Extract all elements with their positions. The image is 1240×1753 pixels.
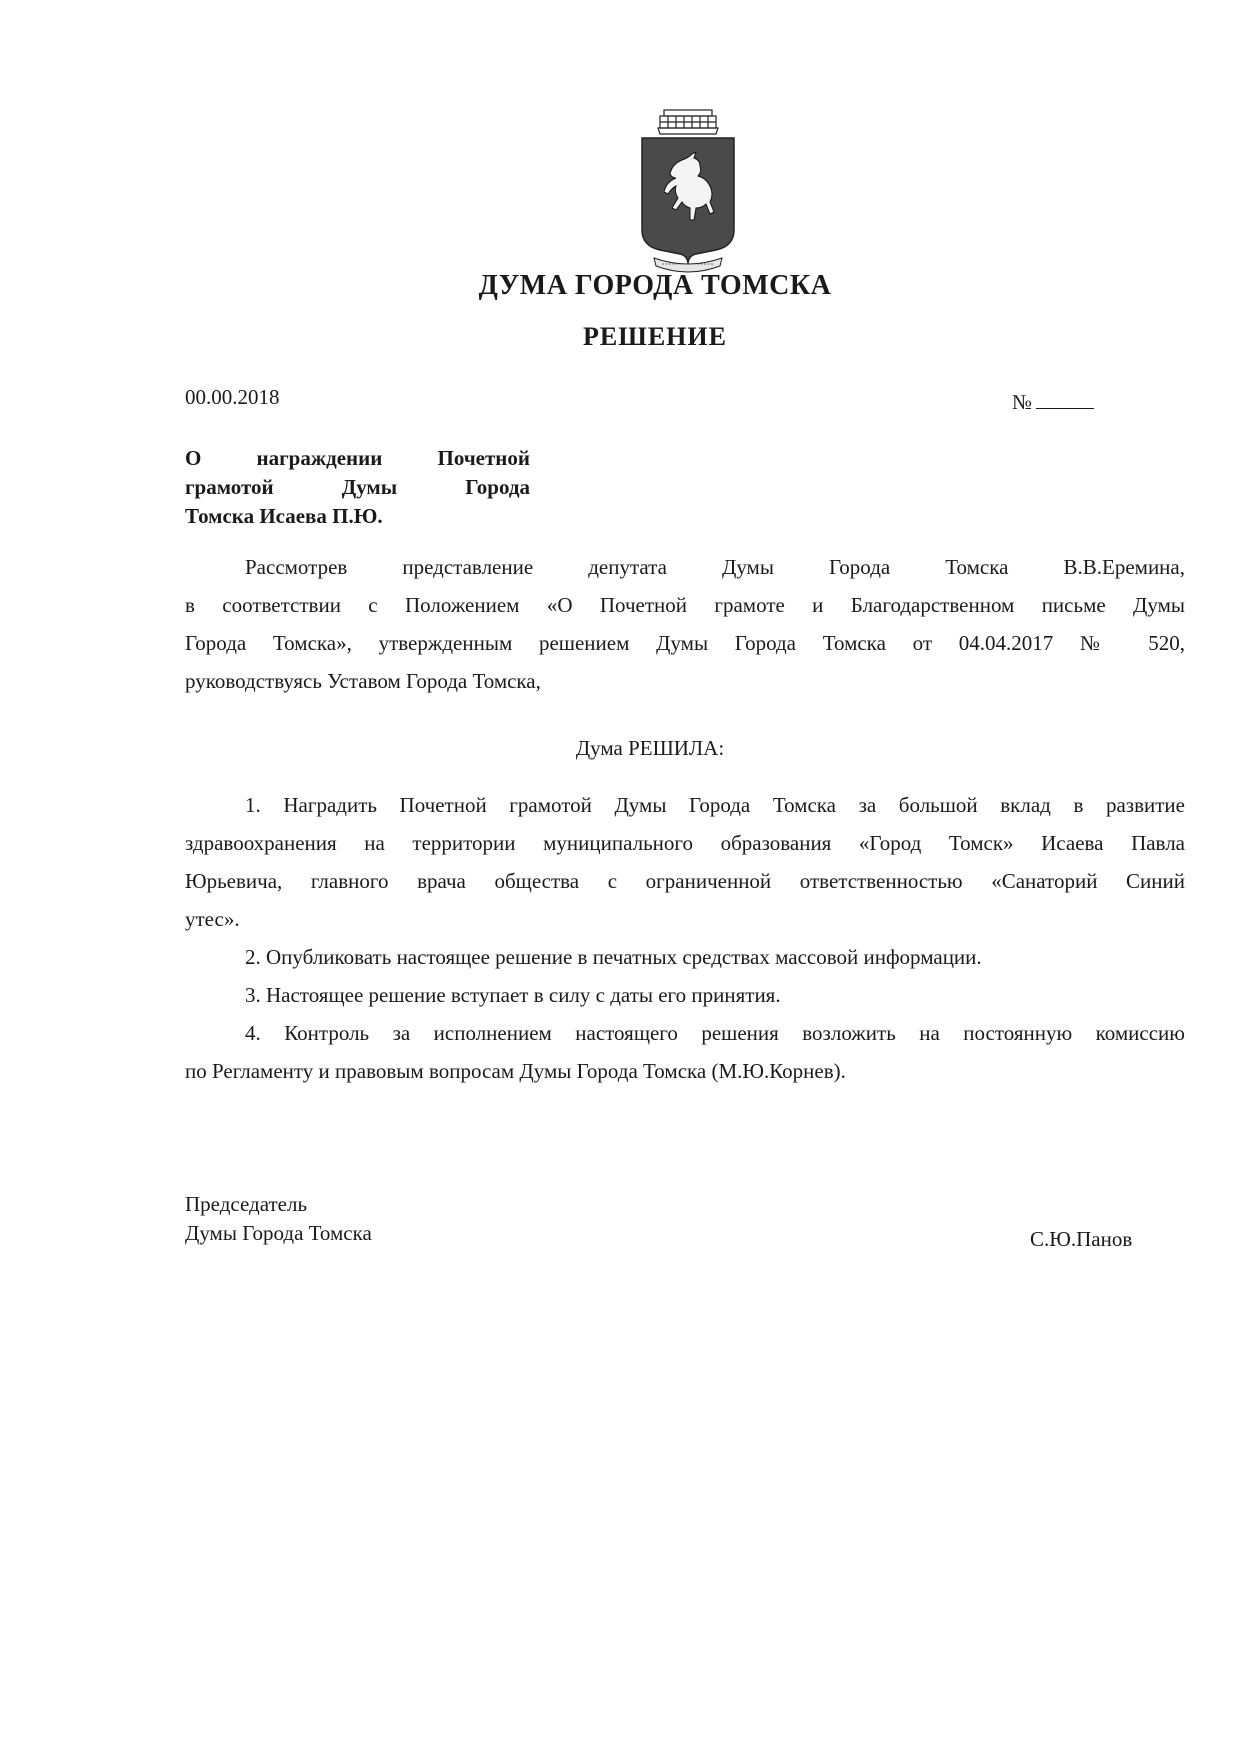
preamble-line: руководствуясь Уставом Города Томска, (185, 669, 541, 693)
signer-name: С.Ю.Панов (1030, 1227, 1133, 1251)
subject-line: Томска Исаева П.Ю. (185, 504, 383, 528)
signer-title-line: Думы Города Томска (185, 1221, 372, 1245)
item-4-line: по Регламенту и правовым вопросам Думы Города Томска (М.Ю.Корнев). (185, 1059, 846, 1083)
number-label: № (1012, 390, 1033, 414)
item-1-line: здравоохранения на территории муниципального образования «Город Томск» Исаева Павла (185, 831, 1185, 855)
item-1-line: утес». (185, 907, 240, 931)
signer-title-line: Председатель (185, 1192, 308, 1216)
preamble-line: Рассмотрев представление депутата Думы Города Томска В.В.Еремина, (245, 555, 1185, 579)
tomsk-coat-of-arms-icon (636, 108, 740, 280)
document-type-heading: РЕШЕНИЕ (583, 322, 727, 351)
preamble-paragraph (185, 548, 1185, 700)
preamble-line: в соответствии с Положением «О Почетной грамоте и Благодарственном письме Думы (185, 593, 1185, 617)
document-number (1012, 390, 1094, 415)
item-2: 2. Опубликовать настоящее решение в печатных средствах массовой информации. (245, 945, 982, 969)
document-subject (185, 444, 530, 531)
subject-line: О награждении Почетной (185, 446, 530, 470)
organization-title: ДУМА ГОРОДА ТОМСКА (478, 270, 832, 301)
preamble-line: Города Томска», утвержденным решением Думы Города Томска от 04.04.2017 № 520, (185, 631, 1185, 655)
subject-line: грамотой Думы Города (185, 475, 530, 499)
item-3: 3. Настоящее решение вступает в силу с даты его принятия. (245, 983, 781, 1007)
signer-title (185, 1190, 372, 1248)
item-1-line: 1. Наградить Почетной грамотой Думы Города Томска за большой вклад в развитие (245, 793, 1185, 817)
number-blank-line (1036, 392, 1094, 409)
decision-heading: Дума РЕШИЛА: (575, 736, 725, 760)
decision-items (185, 786, 1185, 1090)
document-date: 00.00.2018 (185, 385, 280, 409)
item-1-line: Юрьевича, главного врача общества с ограниченной ответственностью «Санаторий Синий (185, 869, 1185, 893)
item-4-line: 4. Контроль за исполнением настоящего решения возложить на постоянную комиссию (245, 1021, 1185, 1045)
